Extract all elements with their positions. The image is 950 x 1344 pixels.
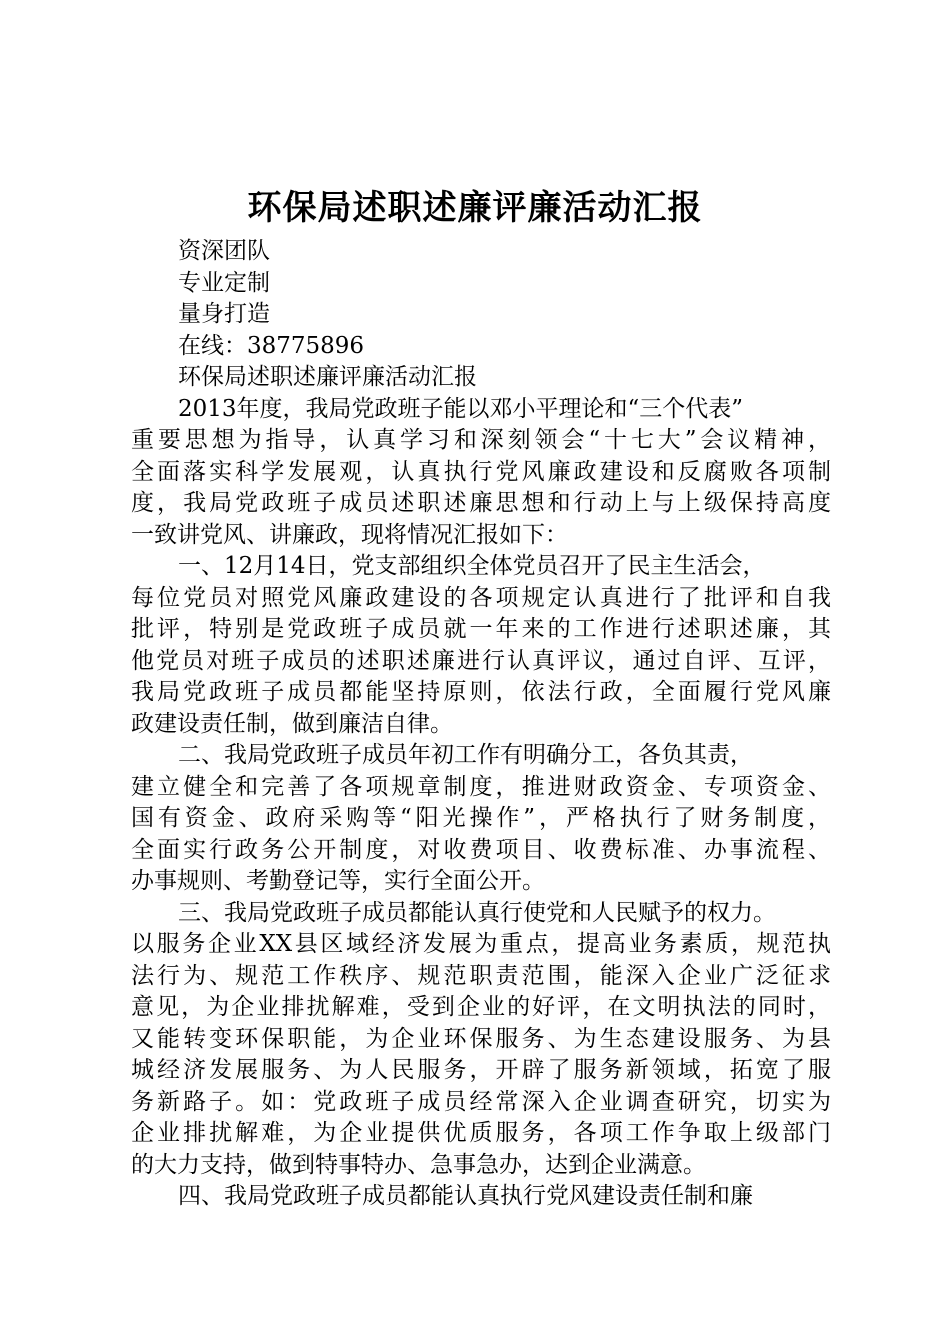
paragraph-line: 以服务企业XX县区域经济发展为重点，提高业务素质，规范执 bbox=[131, 931, 831, 957]
header-line: 在线：38775896 bbox=[178, 332, 365, 359]
paragraph-line: 务新路子。如：党政班子成员经常深入企业调查研究，切实为 bbox=[131, 1088, 831, 1115]
header-line: 环保局述职述廉评廉活动汇报 bbox=[178, 364, 477, 390]
paragraph-line: 办事规则、考勤登记等，实行全面公开。 bbox=[131, 868, 545, 894]
paragraph-line: 批评，特别是党政班子成员就一年来的工作进行述职述廉，其 bbox=[131, 616, 831, 642]
paragraph-line: 重要思想为指导，认真学习和深刻领会“十七大”会议精神， bbox=[131, 427, 831, 453]
document-body bbox=[131, 236, 831, 1213]
paragraph-line: 一致讲党风、讲廉政，现将情况汇报如下： bbox=[131, 521, 568, 548]
paragraph-line: 的大力支持，做到特事特办、急事急办，达到企业满意。 bbox=[131, 1151, 706, 1178]
paragraph-line: 企业排扰解难，为企业提供优质服务，各项工作争取上级部门 bbox=[131, 1120, 831, 1146]
paragraph-line: 他党员对班子成员的述职述廉进行认真评议，通过自评、互评， bbox=[131, 647, 831, 674]
paragraph-line: 城经济发展服务、为人民服务，开辟了服务新领域，拓宽了服 bbox=[131, 1057, 831, 1083]
paragraph-line: 政建设责任制，做到廉洁自律。 bbox=[131, 710, 453, 737]
paragraph-line: 又能转变环保职能，为企业环保服务、为生态建设服务、为县 bbox=[131, 1025, 831, 1052]
header-line: 专业定制 bbox=[178, 269, 270, 296]
paragraph-line: 全面落实科学发展观，认真执行党风廉政建设和反腐败各项制 bbox=[131, 458, 831, 485]
paragraph-line: 三、我局党政班子成员都能认真行使党和人民赋予的权力。 bbox=[178, 899, 776, 926]
paragraph-line: 国有资金、政府采购等“阳光操作”，严格执行了财务制度， bbox=[131, 805, 831, 831]
paragraph-line: 我局党政班子成员都能坚持原则，依法行政，全面履行党风廉 bbox=[131, 679, 831, 705]
paragraph-line: 每位党员对照党风廉政建设的各项规定认真进行了批评和自我 bbox=[131, 584, 831, 611]
paragraph-line: 四、我局党政班子成员都能认真执行党风建设责任制和廉 bbox=[178, 1183, 753, 1209]
paragraph-line: 建立健全和完善了各项规章制度，推进财政资金、专项资金、 bbox=[131, 773, 831, 800]
paragraph-line: 全面实行政务公开制度，对收费项目、收费标准、办事流程、 bbox=[131, 836, 831, 863]
header-line: 量身打造 bbox=[178, 301, 270, 327]
header-line: 资深团队 bbox=[178, 238, 270, 264]
paragraph-line: 度，我局党政班子成员述职述廉思想和行动上与上级保持高度 bbox=[131, 490, 831, 516]
paragraph-line: 意见，为企业排扰解难，受到企业的好评，在文明执法的同时， bbox=[131, 994, 831, 1020]
paragraph-line: 二、我局党政班子成员年初工作有明确分工，各负其责， bbox=[178, 742, 753, 768]
document-title: 环保局述职述廉评廉活动汇报 bbox=[247, 188, 703, 228]
paragraph-line: 一、12月14日，党支部组织全体党员召开了民主生活会， bbox=[178, 553, 766, 579]
paragraph-line: 2013年度，我局党政班子能以邓小平理论和“三个代表” bbox=[178, 395, 744, 422]
paragraph-line: 法行为、规范工作秩序、规范职责范围，能深入企业广泛征求 bbox=[131, 962, 831, 989]
